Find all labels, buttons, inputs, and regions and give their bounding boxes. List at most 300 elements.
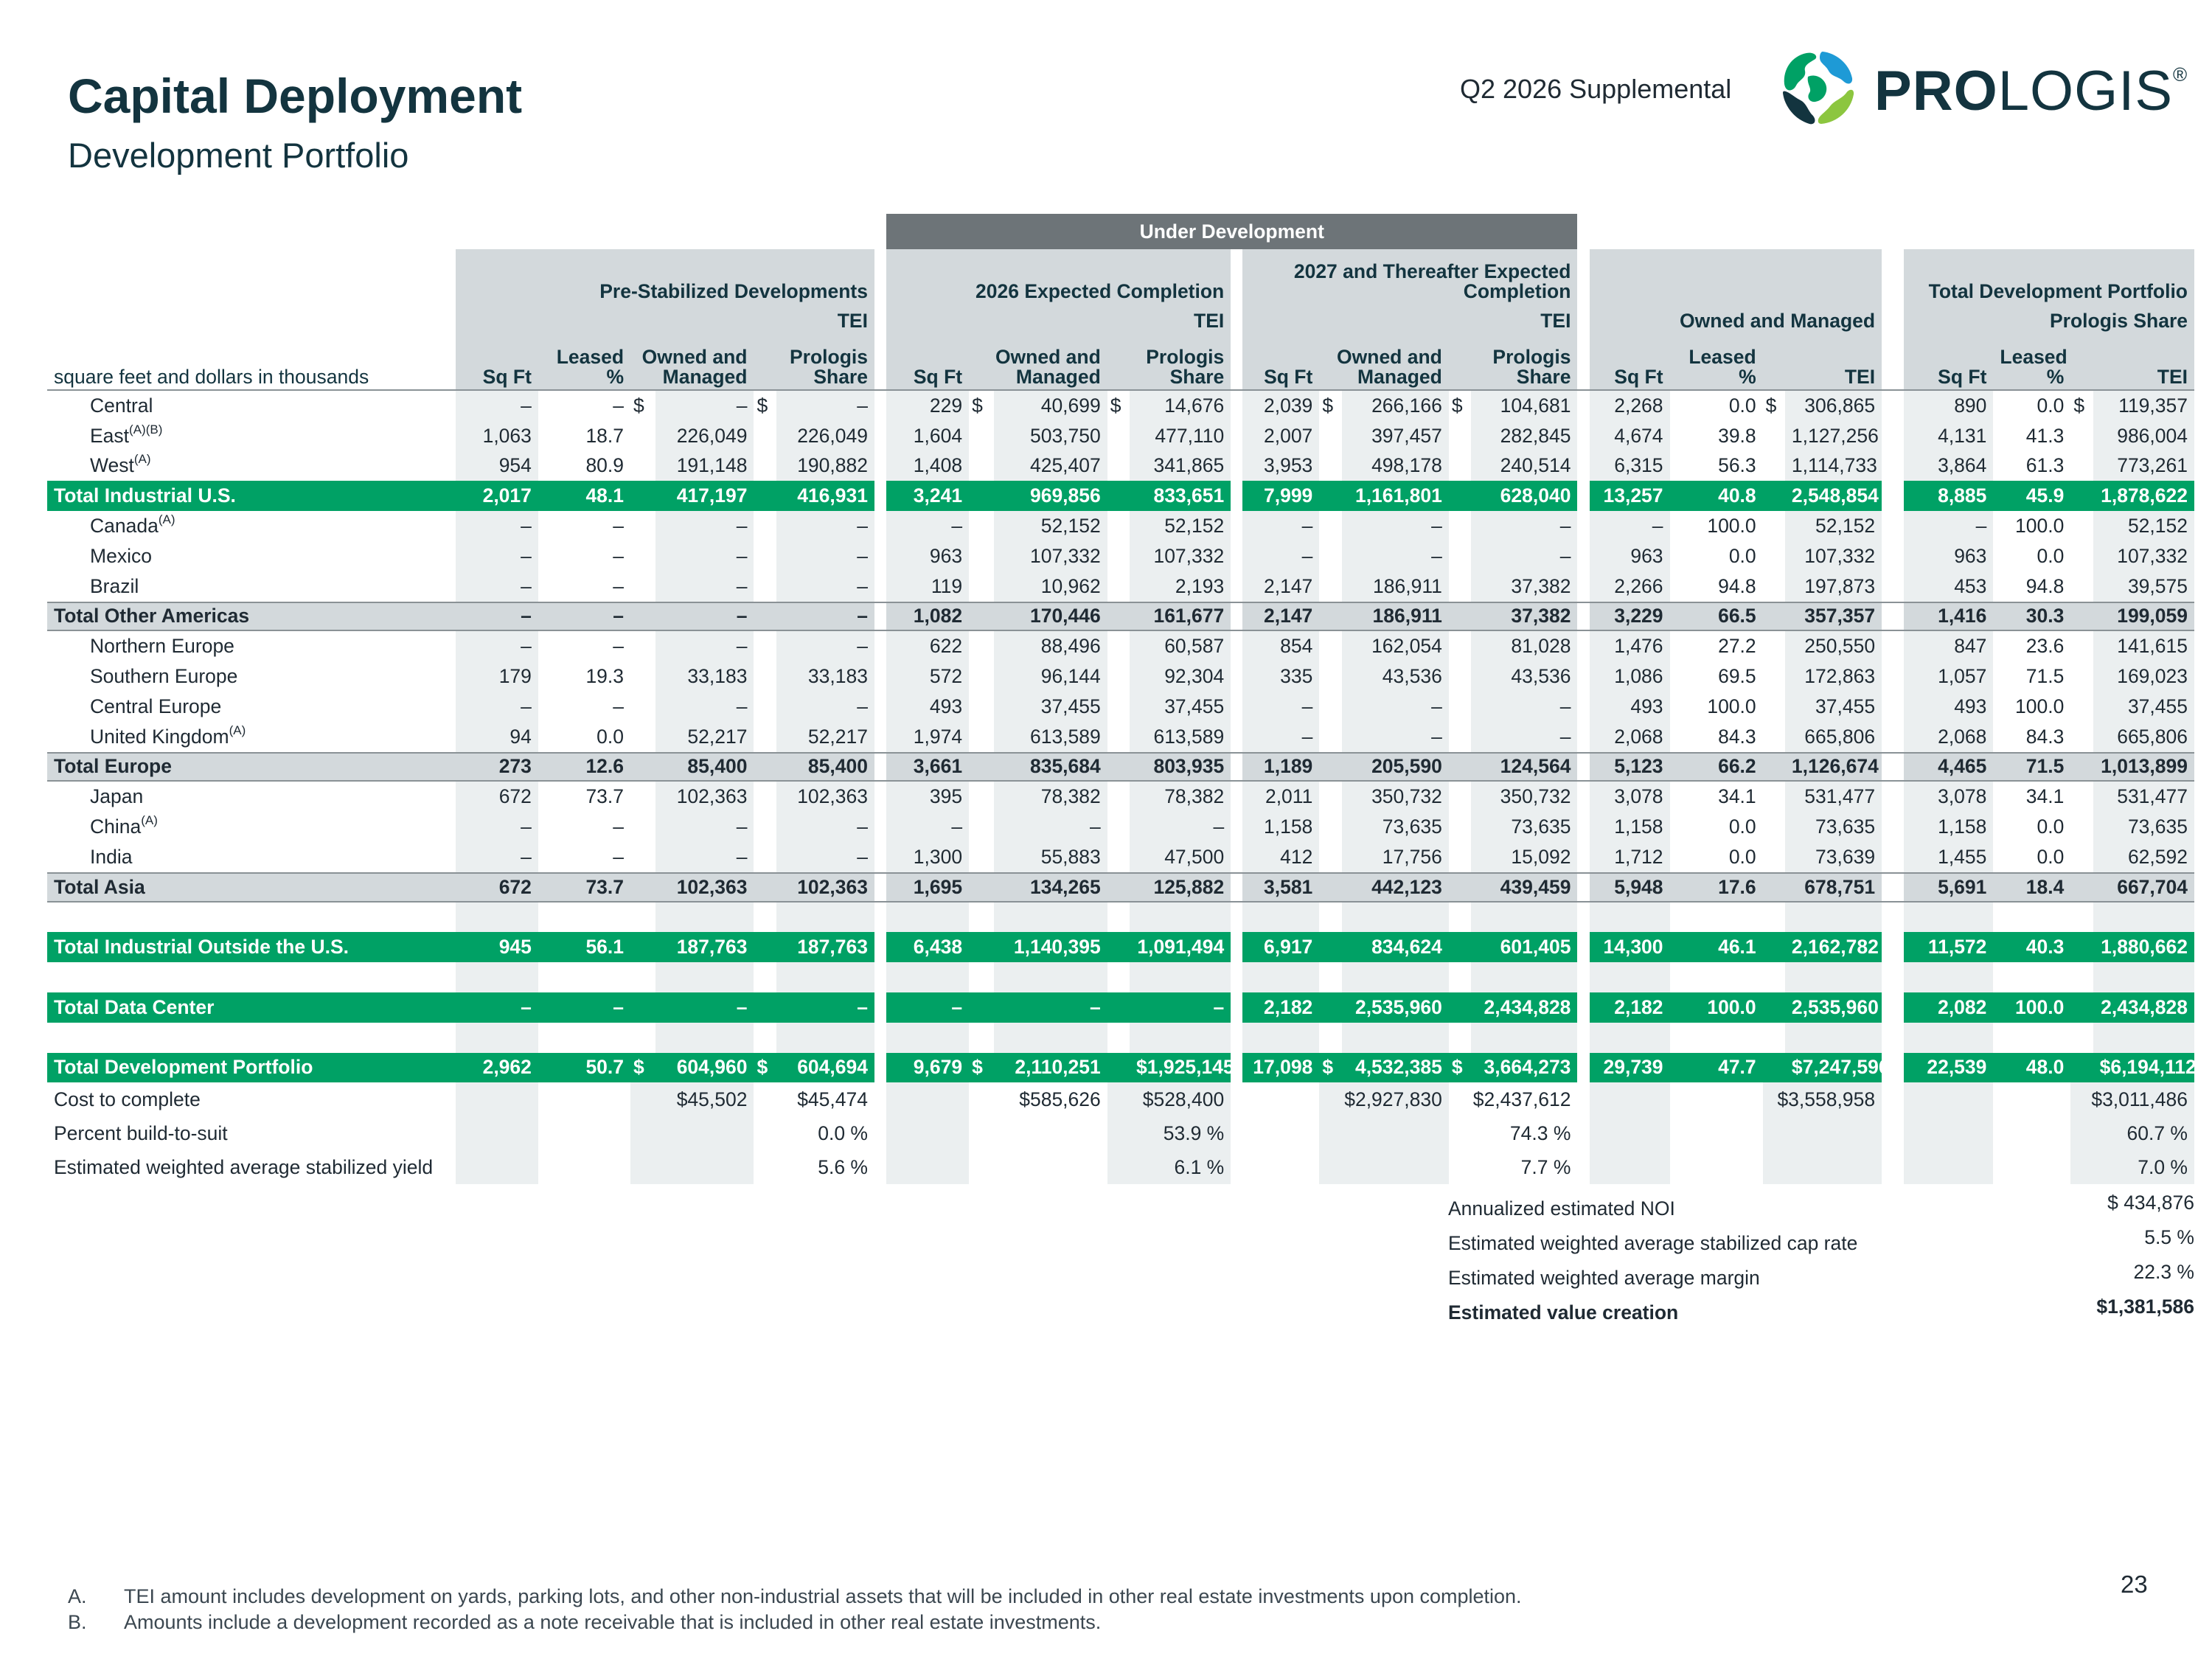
row-label [47, 602, 456, 632]
currency-sign [1449, 1023, 1471, 1053]
table-cell: 37,455 [994, 692, 1107, 722]
table-cell: 1,878,622 [2093, 481, 2194, 511]
table-cell: 2,068 [1904, 722, 1993, 752]
currency-sign: $ [630, 1053, 655, 1083]
footer-cell [1670, 1116, 1763, 1150]
currency-sign [2070, 481, 2093, 511]
currency-sign [630, 602, 655, 632]
metric-value: $ 434,876 [2107, 1192, 2194, 1214]
currency-sign [1107, 992, 1130, 1023]
page-number: 23 [2121, 1571, 2148, 1598]
metric-row [1448, 1226, 2194, 1261]
table-cell: – [776, 541, 874, 571]
globe-icon [1777, 47, 1860, 130]
col-tei: TEI [2070, 338, 2194, 391]
col-tei: TEI [1763, 338, 1882, 391]
currency-sign [1449, 962, 1471, 992]
table-cell: 18.7 [585, 424, 625, 447]
currency-sign [2070, 631, 2093, 661]
currency-sign [2070, 752, 2093, 782]
table-cell: 50.7 [538, 1053, 630, 1083]
table-cell: 199,059 [2093, 602, 2194, 632]
currency-sign [754, 842, 776, 872]
table-cell: 226,049 [655, 421, 754, 451]
table-cell: 55,883 [994, 842, 1107, 872]
column-gap [1577, 451, 1589, 481]
table-cell [2093, 902, 2194, 933]
table-cell: 531,477 [2093, 782, 2194, 812]
currency-sign [1107, 692, 1130, 722]
currency-sign [2070, 661, 2093, 692]
table-cell: 69.5 [1718, 665, 1756, 688]
row-label-text: Total Europe [54, 755, 172, 778]
footnote-letter: B. [68, 1611, 87, 1633]
currency-sign: $ [754, 1053, 776, 1083]
currency-sign [2070, 932, 2093, 962]
table-cell: 493 [886, 692, 969, 722]
table-cell: – [655, 541, 754, 571]
table-cell: 85,400 [776, 752, 874, 782]
table-cell [886, 1023, 969, 1053]
table-cell: 350,732 [1342, 782, 1449, 812]
row-label [47, 812, 456, 842]
table-row [47, 511, 2194, 541]
column-header-row [47, 338, 2194, 391]
table-cell: 78,382 [1130, 782, 1231, 812]
currency-sign [1763, 932, 1785, 962]
currency-sign [1763, 962, 1785, 992]
row-label-text: Canada [90, 515, 159, 538]
table-cell: 628,040 [1471, 481, 1577, 511]
currency-sign [1763, 1023, 1785, 1053]
table-cell: 37,455 [1130, 692, 1231, 722]
table-cell: 969,856 [994, 481, 1107, 511]
footer-cell [1319, 1150, 1449, 1184]
footer-cell [886, 1082, 969, 1116]
table-cell: 66.5 [1670, 602, 1763, 632]
table-cell: 350,732 [1471, 782, 1577, 812]
table-cell: 357,357 [1785, 602, 1882, 632]
column-gap [1577, 602, 1589, 632]
currency-sign [2070, 421, 2093, 451]
row-label [47, 782, 456, 812]
table-cell: 665,806 [2093, 722, 2194, 752]
table-cell [1342, 902, 1449, 933]
table-cell [1785, 902, 1882, 933]
footnote-marker: (A) [229, 723, 246, 737]
table-cell: 84.3 [1718, 725, 1756, 748]
table-row [47, 481, 2194, 511]
footer-cell: 74.3 % [1509, 1121, 1571, 1144]
currency-sign [1319, 451, 1341, 481]
column-gap [1231, 451, 1242, 481]
table-cell: – [613, 394, 625, 417]
table-cell: 2,082 [1904, 992, 1993, 1023]
table-cell: 2,535,960 [1785, 992, 1882, 1023]
table-cell [2093, 962, 2194, 992]
table-cell: 34.1 [2025, 785, 2065, 808]
footer-cell [1904, 1082, 1993, 1116]
currency-sign [754, 692, 776, 722]
metric-label: Estimated value creation [1448, 1301, 1679, 1324]
column-gap [1231, 602, 1242, 632]
table-cell: – [1471, 511, 1577, 541]
table-cell: 395 [886, 782, 969, 812]
col-owned-managed: Owned and Managed [630, 338, 754, 391]
table-cell [1590, 962, 1670, 992]
table-cell: 23.6 [2025, 635, 2065, 658]
currency-sign [1763, 692, 1785, 722]
table-cell: 1,158 [1242, 812, 1319, 842]
table-cell: 2,434,828 [1471, 992, 1577, 1023]
table-cell: 14,300 [1590, 932, 1670, 962]
currency-sign [754, 992, 776, 1023]
currency-sign [1763, 812, 1785, 842]
currency-sign [630, 571, 655, 602]
currency-sign [630, 782, 655, 812]
currency-sign [1449, 571, 1471, 602]
table-cell: – [655, 571, 754, 602]
table-cell [1590, 1023, 1670, 1053]
table-cell: 169,023 [2093, 661, 2194, 692]
table-cell: 37,455 [2093, 692, 2194, 722]
table-cell: 341,865 [1130, 451, 1231, 481]
currency-sign [754, 481, 776, 511]
table-cell: – [1242, 692, 1319, 722]
col-sqft: Sq Ft [1242, 338, 1319, 391]
column-gap [1577, 421, 1589, 451]
currency-sign [969, 872, 994, 902]
table-cell: 847 [1904, 631, 1993, 661]
column-gap [1882, 1116, 1904, 1150]
table-cell [1993, 1023, 2070, 1053]
table-cell: 2,007 [1242, 421, 1319, 451]
expected-2026-header: 2026 Expected Completion [886, 249, 1231, 304]
table-cell [1242, 962, 1319, 992]
currency-sign [1449, 631, 1471, 661]
col-sqft: Sq Ft [456, 338, 538, 391]
table-cell: 613,589 [994, 722, 1107, 752]
table-row [47, 1023, 2194, 1053]
currency-sign [1319, 602, 1341, 632]
expected-2027-header: 2027 and Thereafter Expected Completion [1242, 249, 1577, 304]
currency-sign [630, 481, 655, 511]
table-cell: 306,865 [1785, 391, 1882, 421]
currency-sign [1107, 1053, 1130, 1083]
table-cell: 572 [886, 661, 969, 692]
currency-sign [2070, 1023, 2093, 1053]
table-cell: – [655, 511, 754, 541]
table-row [47, 842, 2194, 872]
currency-sign [630, 1023, 655, 1053]
table-cell: 1,158 [1904, 812, 1993, 842]
table-cell [1130, 962, 1231, 992]
table-cell: 100.0 [2015, 515, 2065, 538]
currency-sign [630, 421, 655, 451]
table-cell: 1,086 [1590, 661, 1670, 692]
footer-cell [630, 1150, 754, 1184]
table-cell: 1,127,256 [1785, 421, 1882, 451]
column-gap [1882, 692, 1904, 722]
row-label-text: Central Europe [90, 695, 222, 717]
table-cell: – [1904, 511, 1993, 541]
table-cell: 43,536 [1342, 661, 1449, 692]
table-cell: 48.1 [538, 481, 630, 511]
table-cell: 52,217 [655, 722, 754, 752]
currency-sign [1319, 842, 1341, 872]
table-cell: 13,257 [1590, 481, 1670, 511]
row-label [47, 962, 456, 992]
currency-sign [754, 812, 776, 842]
column-gap [1231, 1023, 1242, 1053]
currency-sign [969, 661, 994, 692]
table-cell: – [456, 842, 538, 872]
table-cell: 282,845 [1471, 421, 1577, 451]
currency-sign [969, 902, 994, 933]
table-cell: – [456, 511, 538, 541]
col-leased: Leased % [538, 338, 630, 391]
table-cell: 52,152 [2093, 511, 2194, 541]
footer-cell [1763, 1116, 1882, 1150]
table-cell: – [886, 511, 969, 541]
currency-sign [1319, 872, 1341, 902]
table-cell: 52,217 [776, 722, 874, 752]
subgroup-header-row [47, 304, 2194, 338]
table-cell: 2,266 [1590, 571, 1670, 602]
footer-cell: $3,558,958 [1763, 1082, 1882, 1116]
row-label-text: Central [90, 394, 153, 417]
table-cell: – [1471, 541, 1577, 571]
table-cell: 11,572 [1904, 932, 1993, 962]
currency-sign [754, 962, 776, 992]
table-cell: 0.0 [1728, 394, 1756, 417]
table-cell: 8,885 [1904, 481, 1993, 511]
table-cell: 1,604 [886, 421, 969, 451]
table-row [47, 782, 2194, 812]
currency-sign [630, 872, 655, 902]
column-gap [1577, 842, 1589, 872]
table-cell: $7,247,596 [1785, 1053, 1882, 1083]
table-cell: 2,434,828 [2093, 992, 2194, 1023]
table-cell: 100.0 [2015, 695, 2065, 717]
currency-sign [1319, 992, 1341, 1023]
footer-cell [1993, 1150, 2070, 1184]
column-gap [1882, 782, 1904, 812]
column-gap [874, 511, 886, 541]
currency-sign [1319, 1023, 1341, 1053]
table-cell: 71.5 [2025, 665, 2065, 688]
currency-sign [1763, 842, 1785, 872]
table-cell: – [456, 631, 538, 661]
table-cell: – [655, 602, 754, 632]
row-label-text: Total Industrial Outside the U.S. [54, 936, 349, 959]
table-cell: – [776, 631, 874, 661]
row-label [47, 692, 456, 722]
table-cell: 6,917 [1242, 932, 1319, 962]
table-cell: 1,114,733 [1785, 451, 1882, 481]
table-cell: 240,514 [1471, 451, 1577, 481]
column-gap [1882, 602, 1904, 632]
currency-sign [630, 631, 655, 661]
footnote-marker: (A) [141, 813, 158, 828]
column-gap [1577, 511, 1589, 541]
footer-cell [1670, 1082, 1763, 1116]
column-gap [874, 752, 886, 782]
table-cell [994, 962, 1107, 992]
table-cell: 34.1 [1718, 785, 1756, 808]
table-cell [538, 902, 630, 933]
table-cell: 71.5 [1993, 752, 2070, 782]
table-cell: – [456, 992, 538, 1023]
column-gap [1231, 872, 1242, 902]
currency-sign: $ [972, 394, 983, 417]
pre-stabilized-header: Pre-Stabilized Developments [538, 249, 874, 304]
column-gap [874, 902, 886, 933]
column-gap [1882, 661, 1904, 692]
footer-cell: $45,502 [630, 1082, 754, 1116]
column-gap [874, 571, 886, 602]
table-cell: – [776, 571, 874, 602]
table-cell: 5,691 [1904, 872, 1993, 902]
table-cell: 102,363 [655, 872, 754, 902]
row-label [47, 872, 456, 902]
column-gap [874, 1150, 886, 1184]
logo-wordmark: PROLOGIS® [1874, 60, 2188, 122]
column-gap [874, 1053, 886, 1083]
column-gap [1882, 421, 1904, 451]
table-cell: 890 [1904, 391, 1993, 421]
footer-cell: 53.9 % [1107, 1116, 1231, 1150]
column-gap [1882, 992, 1904, 1023]
table-cell: 47.7 [1670, 1053, 1763, 1083]
table-cell: 2,017 [456, 481, 538, 511]
currency-sign [1319, 782, 1341, 812]
table-cell: 493 [1904, 692, 1993, 722]
table-cell: 0.0 [1728, 815, 1756, 838]
footer-row [47, 1082, 2194, 1116]
column-gap [874, 842, 886, 872]
currency-sign: $ [1449, 1053, 1471, 1083]
table-cell: – [655, 692, 754, 722]
footer-cell [1242, 1116, 1319, 1150]
currency-sign [1763, 661, 1785, 692]
table-cell: 124,564 [1471, 752, 1577, 782]
currency-sign [630, 661, 655, 692]
row-label-text: United Kingdom [90, 725, 229, 748]
table-cell [538, 1023, 630, 1053]
currency-sign [630, 451, 655, 481]
table-cell [1471, 962, 1577, 992]
owned-managed-header: Owned and Managed [1590, 304, 1882, 338]
table-cell: 229 [886, 391, 969, 421]
table-cell: 33,183 [655, 661, 754, 692]
table-cell: – [994, 992, 1107, 1023]
table-cell: 4,131 [1904, 421, 1993, 451]
table-cell: 1,082 [886, 602, 969, 632]
currency-sign [1319, 571, 1341, 602]
table-cell [655, 962, 754, 992]
currency-sign [1319, 421, 1341, 451]
table-cell: 78,382 [994, 782, 1107, 812]
currency-sign [1449, 782, 1471, 812]
currency-sign [1107, 872, 1130, 902]
table-cell: 665,806 [1785, 722, 1882, 752]
currency-sign [1449, 602, 1471, 632]
currency-sign: $ [757, 394, 768, 417]
table-cell: 498,178 [1342, 451, 1449, 481]
column-gap [874, 812, 886, 842]
table-cell: 107,332 [1130, 541, 1231, 571]
column-gap [1231, 1116, 1242, 1150]
table-cell: 119,357 [2093, 391, 2194, 421]
table-cell: 412 [1242, 842, 1319, 872]
column-gap [1231, 902, 1242, 933]
table-cell [1471, 1023, 1577, 1053]
table-cell [1590, 902, 1670, 933]
currency-sign [2070, 541, 2093, 571]
table-cell: – [655, 812, 754, 842]
currency-sign [1319, 631, 1341, 661]
table-cell: 172,863 [1785, 661, 1882, 692]
currency-sign [630, 692, 655, 722]
e26-tei-header: TEI [969, 304, 1231, 338]
currency-sign [969, 481, 994, 511]
table-cell: 187,763 [776, 932, 874, 962]
table-cell: – [538, 992, 630, 1023]
footer-cell [538, 1082, 630, 1116]
table-cell: 2,548,854 [1785, 481, 1882, 511]
table-cell: 141,615 [2093, 631, 2194, 661]
table-cell: – [655, 391, 754, 421]
footer-row-label: Percent build-to-suit [54, 1121, 228, 1144]
column-gap [1882, 391, 1904, 421]
column-gap [1577, 782, 1589, 812]
footer-cell: $2,927,830 [1319, 1082, 1449, 1116]
footer-cell [1590, 1150, 1670, 1184]
currency-sign [1449, 992, 1471, 1023]
row-label-text: East [90, 424, 130, 447]
under-development-banner: Under Development [886, 214, 1577, 249]
table-row [47, 872, 2194, 902]
table-cell: 0.0 [2037, 394, 2065, 417]
currency-sign [1763, 872, 1785, 902]
footnote-letter: A. [68, 1585, 87, 1607]
currency-sign [969, 451, 994, 481]
table-cell: 4,532,385 [1342, 1053, 1449, 1083]
table-row [47, 692, 2194, 722]
row-label [47, 571, 456, 602]
currency-sign [1107, 541, 1130, 571]
col-owned-managed: Owned and Managed [969, 338, 1107, 391]
table-cell: – [1342, 541, 1449, 571]
row-label-text: Japan [90, 785, 144, 808]
currency-sign [1319, 932, 1341, 962]
table-cell: 416,931 [776, 481, 874, 511]
currency-sign [1107, 481, 1130, 511]
currency-sign [1449, 661, 1471, 692]
currency-sign [754, 872, 776, 902]
table-cell: 503,750 [994, 421, 1107, 451]
row-label [47, 1023, 456, 1053]
footer-cell [538, 1116, 630, 1150]
table-cell: 3,241 [886, 481, 969, 511]
table-cell: 17.6 [1670, 872, 1763, 902]
table-cell: 5,948 [1590, 872, 1670, 902]
currency-sign [754, 451, 776, 481]
column-gap [1577, 722, 1589, 752]
table-cell: 1,408 [886, 451, 969, 481]
footnote-marker: (A)(B) [129, 422, 163, 437]
